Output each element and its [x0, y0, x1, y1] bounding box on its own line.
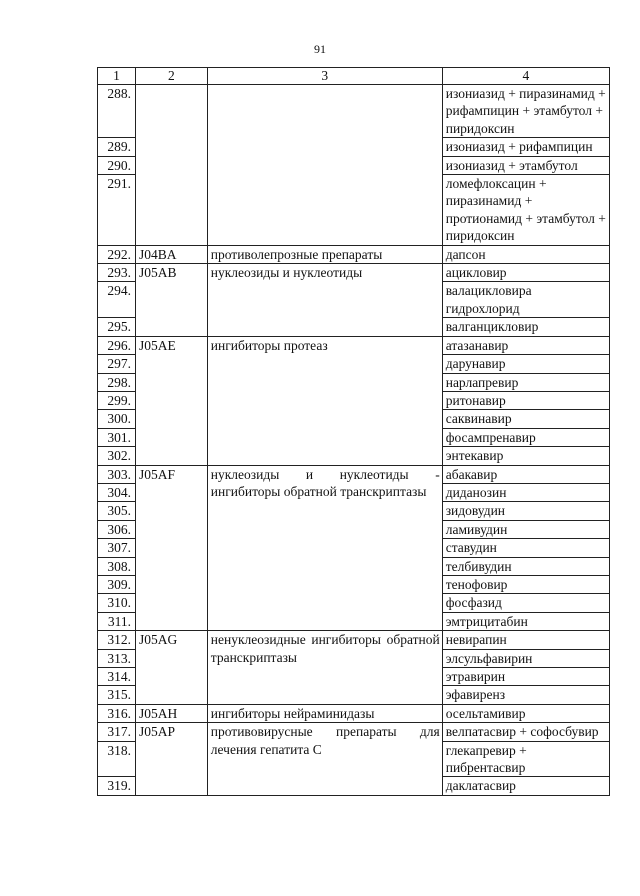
table-row	[98, 245, 610, 263]
group-description: ингибиторы протеаз	[207, 336, 442, 465]
drug-name: зидовудин	[442, 502, 609, 520]
atc-code: J05AB	[135, 264, 207, 337]
table-row	[98, 631, 610, 649]
drug-name: изониазид + этамбутол	[442, 156, 609, 174]
drug-name: атазанавир	[442, 336, 609, 354]
row-number: 314.	[98, 668, 136, 686]
row-number: 306.	[98, 520, 136, 538]
row-number: 305.	[98, 502, 136, 520]
drug-name: валганцикловир	[442, 318, 609, 336]
group-description: ненуклеозидные ингибиторы обратной транскриптазы	[207, 631, 442, 705]
drug-name: нарлапревир	[442, 373, 609, 391]
drug-name: эфавиренз	[442, 686, 609, 704]
table-row	[98, 704, 610, 722]
group-description: нуклеозиды и нуклеотиды - ингибиторы обратной транскриптазы	[207, 465, 442, 631]
drug-name: невирапин	[442, 631, 609, 649]
row-number: 304.	[98, 483, 136, 501]
row-number: 317.	[98, 723, 136, 741]
page-number: 91	[314, 42, 326, 56]
drug-name: диданозин	[442, 483, 609, 501]
drug-name: ставудин	[442, 539, 609, 557]
row-number: 302.	[98, 447, 136, 465]
row-number: 288.	[98, 85, 136, 138]
drug-name: осельтамивир	[442, 704, 609, 722]
table-row	[98, 723, 610, 741]
table-header-row	[98, 68, 610, 85]
row-number: 310.	[98, 594, 136, 612]
group-description: нуклеозиды и нуклеотиды	[207, 264, 442, 337]
drug-name: ритонавир	[442, 391, 609, 409]
drug-name: даклатасвир	[442, 777, 609, 795]
row-number: 291.	[98, 175, 136, 246]
group-description: противовирусные препараты для лечения гепатита С	[207, 723, 442, 796]
atc-code: J05AE	[135, 336, 207, 465]
row-number: 311.	[98, 612, 136, 630]
table-row	[98, 85, 610, 138]
row-number: 312.	[98, 631, 136, 649]
row-number: 299.	[98, 391, 136, 409]
row-number: 313.	[98, 649, 136, 667]
table-row	[98, 264, 610, 282]
drug-name: велпатасвир + софосбувир	[442, 723, 609, 741]
drug-name: дапсон	[442, 245, 609, 263]
drug-name: этравирин	[442, 668, 609, 686]
group-description	[207, 85, 442, 246]
header-cell: 1	[98, 68, 136, 85]
row-number: 303.	[98, 465, 136, 483]
drug-name: абакавир	[442, 465, 609, 483]
drug-name: фосампренавир	[442, 428, 609, 446]
row-number: 289.	[98, 138, 136, 156]
row-number: 308.	[98, 557, 136, 575]
atc-code: J05AH	[135, 704, 207, 722]
drug-name: ацикловир	[442, 264, 609, 282]
row-number: 294.	[98, 282, 136, 318]
header-cell: 2	[135, 68, 207, 85]
row-number: 293.	[98, 264, 136, 282]
row-number: 316.	[98, 704, 136, 722]
atc-code	[135, 85, 207, 246]
drug-name: изониазид + пиразинамид + рифампицин + этамбутол + пиридоксин	[442, 85, 609, 138]
drug-name: дарунавир	[442, 355, 609, 373]
drug-name: саквинавир	[442, 410, 609, 428]
row-number: 307.	[98, 539, 136, 557]
atc-code: J05AP	[135, 723, 207, 796]
row-number: 315.	[98, 686, 136, 704]
row-number: 296.	[98, 336, 136, 354]
drug-name: глекапревир + пибрентасвир	[442, 741, 609, 777]
atc-code: J05AG	[135, 631, 207, 705]
header-cell: 3	[207, 68, 442, 85]
drug-name: валацикловира гидрохлорид	[442, 282, 609, 318]
group-description: противолепрозные препараты	[207, 245, 442, 263]
row-number: 301.	[98, 428, 136, 446]
table-row	[98, 336, 610, 354]
group-description: ингибиторы нейраминидазы	[207, 704, 442, 722]
atc-code: J05AF	[135, 465, 207, 631]
row-number: 298.	[98, 373, 136, 391]
row-number: 292.	[98, 245, 136, 263]
row-number: 295.	[98, 318, 136, 336]
drug-table	[97, 67, 610, 796]
atc-code: J04BA	[135, 245, 207, 263]
drug-name: фосфазид	[442, 594, 609, 612]
header-cell: 4	[442, 68, 609, 85]
drug-name: изониазид + рифампицин	[442, 138, 609, 156]
drug-name: эмтрицитабин	[442, 612, 609, 630]
row-number: 318.	[98, 741, 136, 777]
drug-name: телбивудин	[442, 557, 609, 575]
table-row	[98, 465, 610, 483]
drug-name: энтекавир	[442, 447, 609, 465]
row-number: 290.	[98, 156, 136, 174]
row-number: 309.	[98, 575, 136, 593]
row-number: 297.	[98, 355, 136, 373]
row-number: 319.	[98, 777, 136, 795]
drug-name: ломефлоксацин + пиразинамид + протионамид + этамбутол + пиридоксин	[442, 175, 609, 246]
drug-name: элсульфавирин	[442, 649, 609, 667]
drug-name: ламивудин	[442, 520, 609, 538]
row-number: 300.	[98, 410, 136, 428]
drug-name: тенофовир	[442, 575, 609, 593]
